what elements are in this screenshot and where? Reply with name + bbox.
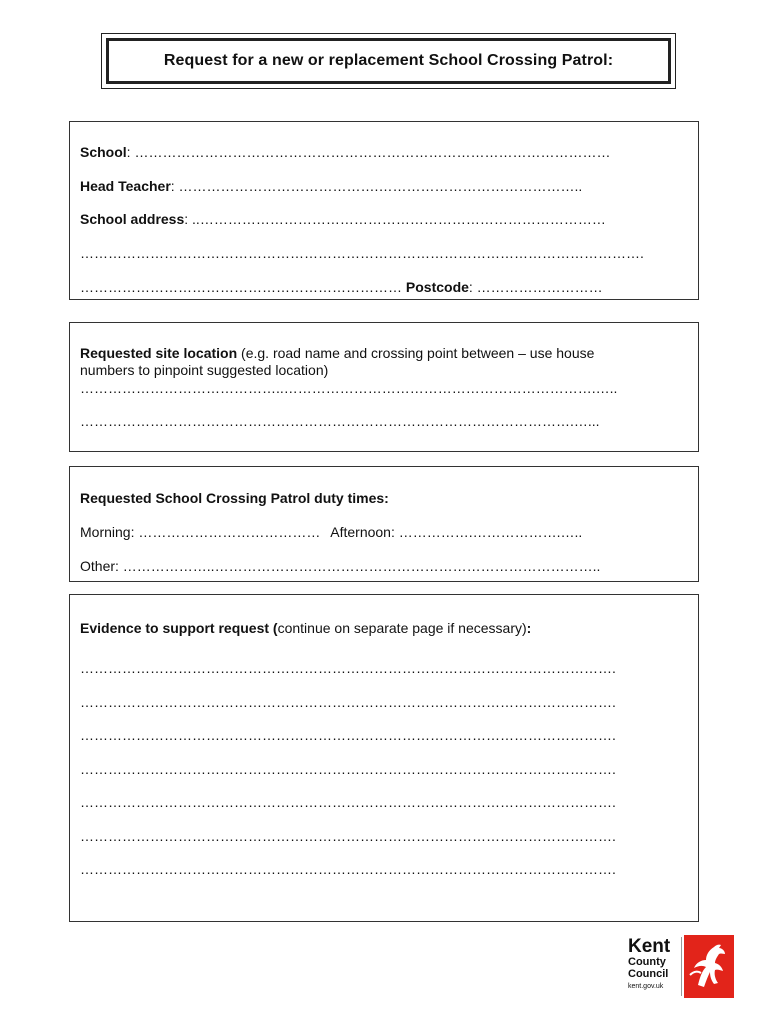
school-label: School	[80, 144, 127, 160]
site-location-heading	[80, 345, 594, 361]
logo-council: Council	[628, 968, 669, 980]
title-inner-border	[106, 38, 671, 84]
evidence-section	[69, 594, 699, 922]
site-location-line-1[interactable]	[80, 380, 617, 396]
evidence-line[interactable]: …………………………………………………………………………………………………….	[80, 794, 616, 810]
evidence-line[interactable]: …………………………………………………………………………………………………….	[80, 727, 616, 743]
logo-county: County	[628, 956, 666, 968]
morning-label: Morning:	[80, 524, 135, 540]
other-label: Other:	[80, 558, 119, 574]
site-location-hint-2: numbers to pinpoint suggested location)	[80, 362, 329, 378]
school-field[interactable]: : …………………………………………………………………………………………	[126, 144, 611, 160]
duty-times-section	[69, 466, 699, 582]
school-address-field[interactable]: : ..……………………………………………………………………………	[184, 211, 606, 227]
logo-url: kent.gov.uk	[628, 983, 664, 990]
kent-county-council-logo	[628, 935, 734, 998]
school-details-section	[69, 121, 699, 300]
evidence-line[interactable]: …………………………………………………………………………………………………….	[80, 861, 616, 877]
head-teacher-field[interactable]: : …………………………………….……………………………………..	[170, 178, 583, 194]
evidence-line[interactable]: …………………………………………………………………………………………………….	[80, 694, 616, 710]
evidence-line[interactable]: …………………………………………………………………………………………………….	[80, 761, 616, 777]
morning-field[interactable]: …………………………………	[134, 524, 321, 540]
site-location-hint-line-2	[80, 362, 328, 378]
site-location-label: Requested site location	[80, 345, 238, 361]
evidence-line[interactable]: …………………………………………………………………………………………………….	[80, 828, 616, 844]
address-postcode-row[interactable]	[80, 279, 603, 295]
school-address-row[interactable]	[80, 211, 606, 227]
postcode-field[interactable]: : ………………………	[468, 279, 603, 295]
evidence-heading-bold: Evidence to support request (	[80, 620, 278, 636]
site-location-section	[69, 322, 699, 452]
page-title: Request for a new or replacement School Crossing Patrol:	[163, 52, 614, 69]
afternoon-label: Afternoon:	[330, 524, 395, 540]
site-location-hint: (e.g. road name and crossing point between – use house	[237, 345, 595, 361]
invicta-horse-icon	[684, 935, 734, 998]
other-field[interactable]: ………………..………………………………………………………………………..	[118, 558, 601, 574]
address-line-2-field[interactable]: ………………………………………………………………………………………………………….	[80, 245, 644, 261]
logo-wordmark	[628, 937, 682, 996]
morning-afternoon-row[interactable]	[80, 524, 582, 540]
address-line-3-field[interactable]: ……………………………………………………………	[80, 279, 406, 295]
evidence-heading-colon: :	[526, 620, 532, 636]
evidence-heading	[80, 620, 531, 636]
school-address-line-2[interactable]	[80, 245, 644, 261]
site-location-field-1[interactable]: ……………………………………..………………………………………………………….…..	[80, 380, 618, 396]
duty-times-heading: Requested School Crossing Patrol duty times:	[80, 490, 389, 506]
other-times-row[interactable]	[80, 558, 600, 574]
evidence-heading-note: continue on separate page if necessary)	[277, 620, 527, 636]
site-location-line-2[interactable]	[80, 413, 600, 429]
postcode-label: Postcode	[405, 279, 469, 295]
school-row[interactable]	[80, 144, 610, 160]
afternoon-field[interactable]: …………….……………….…..	[394, 524, 583, 540]
head-teacher-row[interactable]	[80, 178, 582, 194]
school-address-label: School address	[80, 211, 185, 227]
evidence-line[interactable]: …………………………………………………………………………………………………….	[80, 660, 616, 676]
head-teacher-label: Head Teacher	[80, 178, 171, 194]
title-box	[101, 33, 676, 89]
logo-kent: Kent	[628, 936, 671, 957]
site-location-field-2[interactable]: …………………………………………………………………………………………….…...	[80, 413, 600, 429]
